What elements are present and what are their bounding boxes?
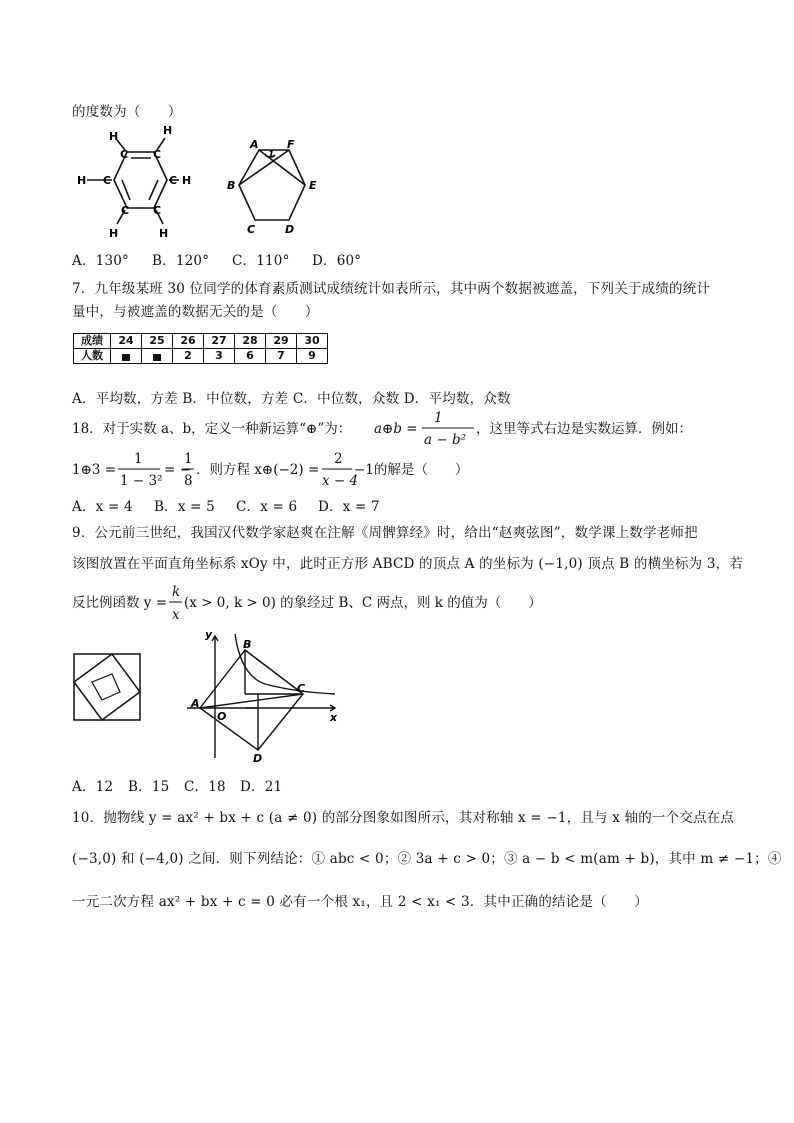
q9-line3-prefix: 反比例函数 y =	[72, 595, 168, 611]
q9-stem-line2: 该图放置在平面直角坐标系 xOy 中，此时正方形 ABCD 的顶点 A 的坐标为 (−1,0) 顶点 B 的横坐标为 3，若	[72, 556, 744, 572]
q9-stem-line3	[72, 582, 722, 626]
benzene-label-h: H	[163, 124, 173, 137]
q9-stem-line1: 9．公元前三世纪，我国汉代数学家赵爽在注解《周髀算经》时，给出“赵爽弦图”，数学课上数学老师把	[72, 525, 698, 541]
q6-option-d[interactable]: D．60°	[312, 253, 362, 269]
q6-stem-tail: 的度数为（ ）	[72, 104, 182, 120]
hexagon-label-d: D	[285, 223, 295, 236]
benzene-label-c: C	[103, 174, 112, 187]
q7-stem-line2: 量中，与被遮盖的数据无关的是（ ）	[72, 304, 319, 320]
table-cell: 3	[204, 349, 235, 364]
table-cell-covered	[142, 349, 173, 364]
benzene-label-c: C	[120, 148, 129, 161]
graph-label-x: x	[330, 711, 338, 724]
q6-option-b[interactable]: B．120°	[152, 253, 210, 269]
benzene-label-h: H	[77, 174, 87, 187]
graph-label-c: C	[297, 682, 306, 695]
table-cell: 24	[111, 334, 142, 349]
table-row	[74, 334, 328, 349]
table-cell: 27	[204, 334, 235, 349]
graph-label-d: D	[253, 752, 263, 765]
table-cell: 26	[173, 334, 204, 349]
q8-line1-den: a − b²	[424, 432, 466, 448]
coordinate-graph	[185, 628, 345, 763]
hexagon-figure	[225, 135, 325, 240]
benzene-label-h: H	[109, 130, 119, 143]
benzene-label-h: H	[109, 227, 119, 240]
q10-stem-line3: 一元二次方程 ax² + bx + c = 0 必有一个根 x₁，且 2 < x₁ < 3．其中正确的结论是（ ）	[72, 894, 648, 910]
benzene-label-c: C	[169, 174, 178, 187]
table-cell: 9	[297, 349, 328, 364]
q8-options	[72, 495, 380, 515]
q7-options[interactable]: A．平均数，方差 B．中位数，方差 C．中位数，众数 D．平均数，众数	[72, 391, 511, 407]
cover-block	[122, 354, 130, 361]
q9-option-a[interactable]: A．12	[72, 779, 114, 795]
q10-stem-line1: 10．抛物线 y = ax² + bx + c (a ≠ 0) 的部分图象如图所示，其对称轴 x = −1，且与 x 轴的一个交点在点	[72, 810, 735, 826]
q8-line2-lhs: 1⊕3 =	[72, 462, 117, 478]
table-cell: 29	[266, 334, 297, 349]
q8-option-b[interactable]: B．x = 5	[154, 499, 215, 515]
table-cell: 7	[266, 349, 297, 364]
benzene-label-c: C	[153, 204, 162, 217]
q6-option-c[interactable]: C．110°	[232, 253, 290, 269]
q8-line2-num3: 2	[334, 451, 343, 467]
q8-line1	[72, 408, 722, 450]
q9-option-d[interactable]: D．21	[240, 779, 283, 795]
hexagon-label-a: A	[250, 138, 259, 151]
table-cell-covered	[111, 349, 142, 364]
q8-option-a[interactable]: A．x = 4	[72, 499, 133, 515]
benzene-label-c: C	[121, 204, 130, 217]
q8-line1-suffix: ，这里等式右边是实数运算．例如：	[476, 421, 692, 437]
q6-option-a[interactable]: A．130°	[72, 253, 129, 269]
graph-label-o: O	[217, 710, 227, 723]
hexagon-angle-label: 1	[268, 150, 275, 160]
graph-label-a: A	[191, 697, 200, 710]
q9-option-b[interactable]: B．15	[128, 779, 170, 795]
q9-options	[72, 775, 282, 795]
q9-option-c[interactable]: C．18	[184, 779, 226, 795]
cover-block	[153, 354, 161, 361]
table-header-score: 成绩	[74, 334, 111, 349]
q6-options	[72, 249, 361, 269]
q8-line1-num: 1	[434, 410, 443, 426]
table-cell: 28	[235, 334, 266, 349]
q8-option-c[interactable]: C．x = 6	[236, 499, 298, 515]
q7-stem-line1: 7．九年级某班 30 位同学的体育素质测试成绩统计如表所示，其中两个数据被遮盖，下列关于成绩的统计	[72, 281, 711, 297]
hexagon-label-e: E	[309, 179, 317, 192]
table-cell: 2	[173, 349, 204, 364]
hexagon-label-c: C	[247, 223, 256, 236]
benzene-figure	[75, 120, 205, 245]
graph-label-b: B	[243, 638, 252, 651]
table-cell: 25	[142, 334, 173, 349]
q8-line2-num: 1	[134, 451, 143, 467]
q8-line2-eq: = −	[164, 462, 191, 478]
q8-line2-suffix: −1的解是（ ）	[354, 462, 469, 478]
benzene-label-h: H	[159, 227, 169, 240]
table-header-count: 人数	[74, 349, 111, 364]
benzene-label-h: H	[182, 174, 192, 187]
q8-line2-den2: 8	[184, 473, 193, 489]
hexagon-label-f: F	[287, 138, 295, 151]
score-table	[73, 333, 328, 364]
hexagon-label-b: B	[227, 179, 236, 192]
q9-line3-den: x	[172, 607, 180, 623]
q8-line1-expr: a⊕b =	[374, 421, 418, 437]
graph-label-y: y	[205, 628, 213, 641]
table-cell: 6	[235, 349, 266, 364]
q9-line3-suffix: (x > 0, k > 0) 的象经过 B、C 两点，则 k 的值为（ ）	[184, 595, 542, 611]
q8-line2-den: 1 − 3²	[120, 473, 163, 489]
zhao-shuang-figure	[72, 652, 144, 724]
q10-stem-line2: (−3,0) 和 (−4,0) 之间．则下列结论：① abc < 0；② 3a + c > 0；③ a − b < m(am + b)，其中 m ≠ −1；④	[72, 851, 782, 867]
q8-line2-den3: x − 4	[322, 473, 359, 489]
q9-line3-num: k	[172, 584, 181, 600]
q8-line2-num2: 1	[184, 451, 193, 467]
q8-line1-prefix: 18．对于实数 a、b，定义一种新运算“⊕”为：	[72, 421, 352, 437]
table-cell: 30	[297, 334, 328, 349]
table-row	[74, 349, 328, 364]
benzene-label-c: C	[153, 148, 162, 161]
q8-option-d[interactable]: D．x = 7	[318, 499, 380, 515]
q8-line2-mid: ．则方程 x⊕(−2) =	[196, 462, 320, 478]
q8-line2	[72, 450, 722, 492]
